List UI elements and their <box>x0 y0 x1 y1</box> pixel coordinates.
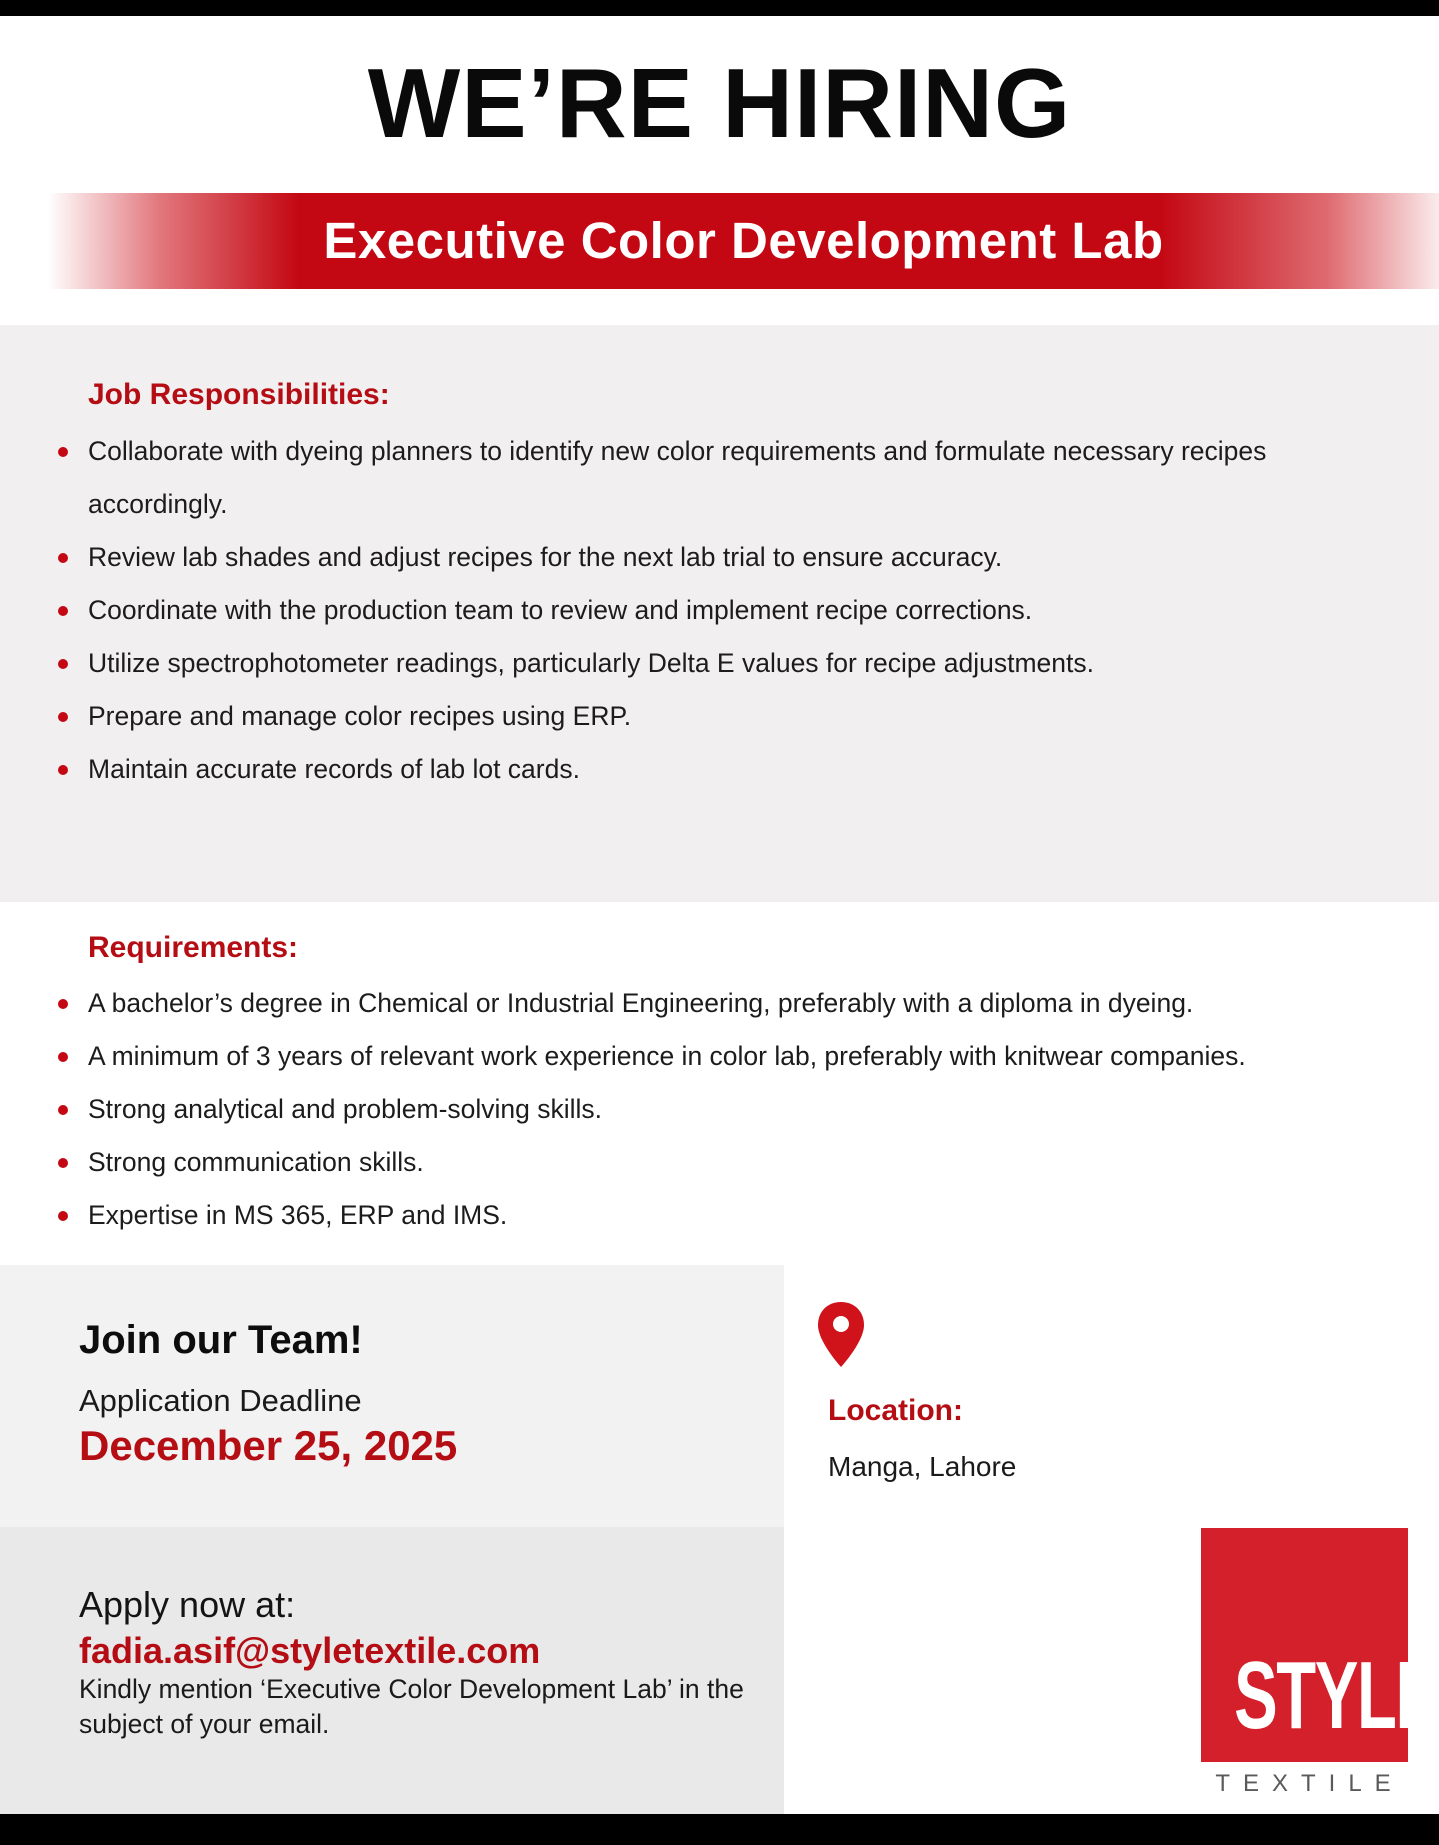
requirements-heading: Requirements: <box>88 931 299 964</box>
responsibilities-list <box>0 425 1408 796</box>
list-item: Maintain accurate records of lab lot cards. <box>0 743 1408 796</box>
bottom-border <box>0 1814 1439 1845</box>
list-item: Expertise in MS 365, ERP and IMS. <box>0 1189 1408 1242</box>
location-value: Manga, Lahore <box>828 1451 1017 1482</box>
responsibilities-heading: Job Responsibilities: <box>88 378 390 411</box>
position-title: Executive Color Development Lab <box>323 212 1164 269</box>
logo-word: STYLE <box>1234 1642 1438 1749</box>
list-item: Review lab shades and adjust recipes for the next lab trial to ensure accuracy. <box>0 531 1408 584</box>
hiring-headline: WE’RE HIRING <box>367 48 1072 158</box>
list-item: Utilize spectrophotometer readings, particularly Delta E values for recipe adjustments. <box>0 637 1408 690</box>
list-item: A bachelor’s degree in Chemical or Industrial Engineering, preferably with a diploma in dyeing. <box>0 977 1408 1030</box>
list-item: Coordinate with the production team to review and implement recipe corrections. <box>0 584 1408 637</box>
list-item: Strong analytical and problem-solving skills. <box>0 1083 1408 1136</box>
deadline-label: Application Deadline <box>79 1383 362 1418</box>
apply-title: Apply now at: <box>79 1584 296 1625</box>
deadline-date: December 25, 2025 <box>79 1422 458 1469</box>
apply-email-link[interactable]: fadia.asif@styletextile.com <box>79 1630 541 1671</box>
list-item: Strong communication skills. <box>0 1136 1408 1189</box>
apply-note: Kindly mention ‘Executive Color Development Lab’ in the subject of your email. <box>79 1674 744 1739</box>
map-pin-icon <box>815 1300 867 1370</box>
top-border <box>0 0 1439 16</box>
list-item: A minimum of 3 years of relevant work experience in color lab, preferably with knitwear companies. <box>0 1030 1408 1083</box>
list-item: Collaborate with dyeing planners to identify new color requirements and formulate necessary recipes accordingly. <box>0 425 1408 531</box>
position-banner <box>48 193 1439 289</box>
logo-box <box>1201 1528 1438 1762</box>
list-item: Prepare and manage color recipes using ERP. <box>0 690 1408 743</box>
logo-subtext: TEXTILE <box>1215 1770 1404 1797</box>
style-textile-logo <box>1201 1528 1438 1800</box>
join-title: Join our Team! <box>79 1318 363 1362</box>
location-label: Location: <box>828 1394 963 1427</box>
requirements-list <box>0 977 1408 1242</box>
